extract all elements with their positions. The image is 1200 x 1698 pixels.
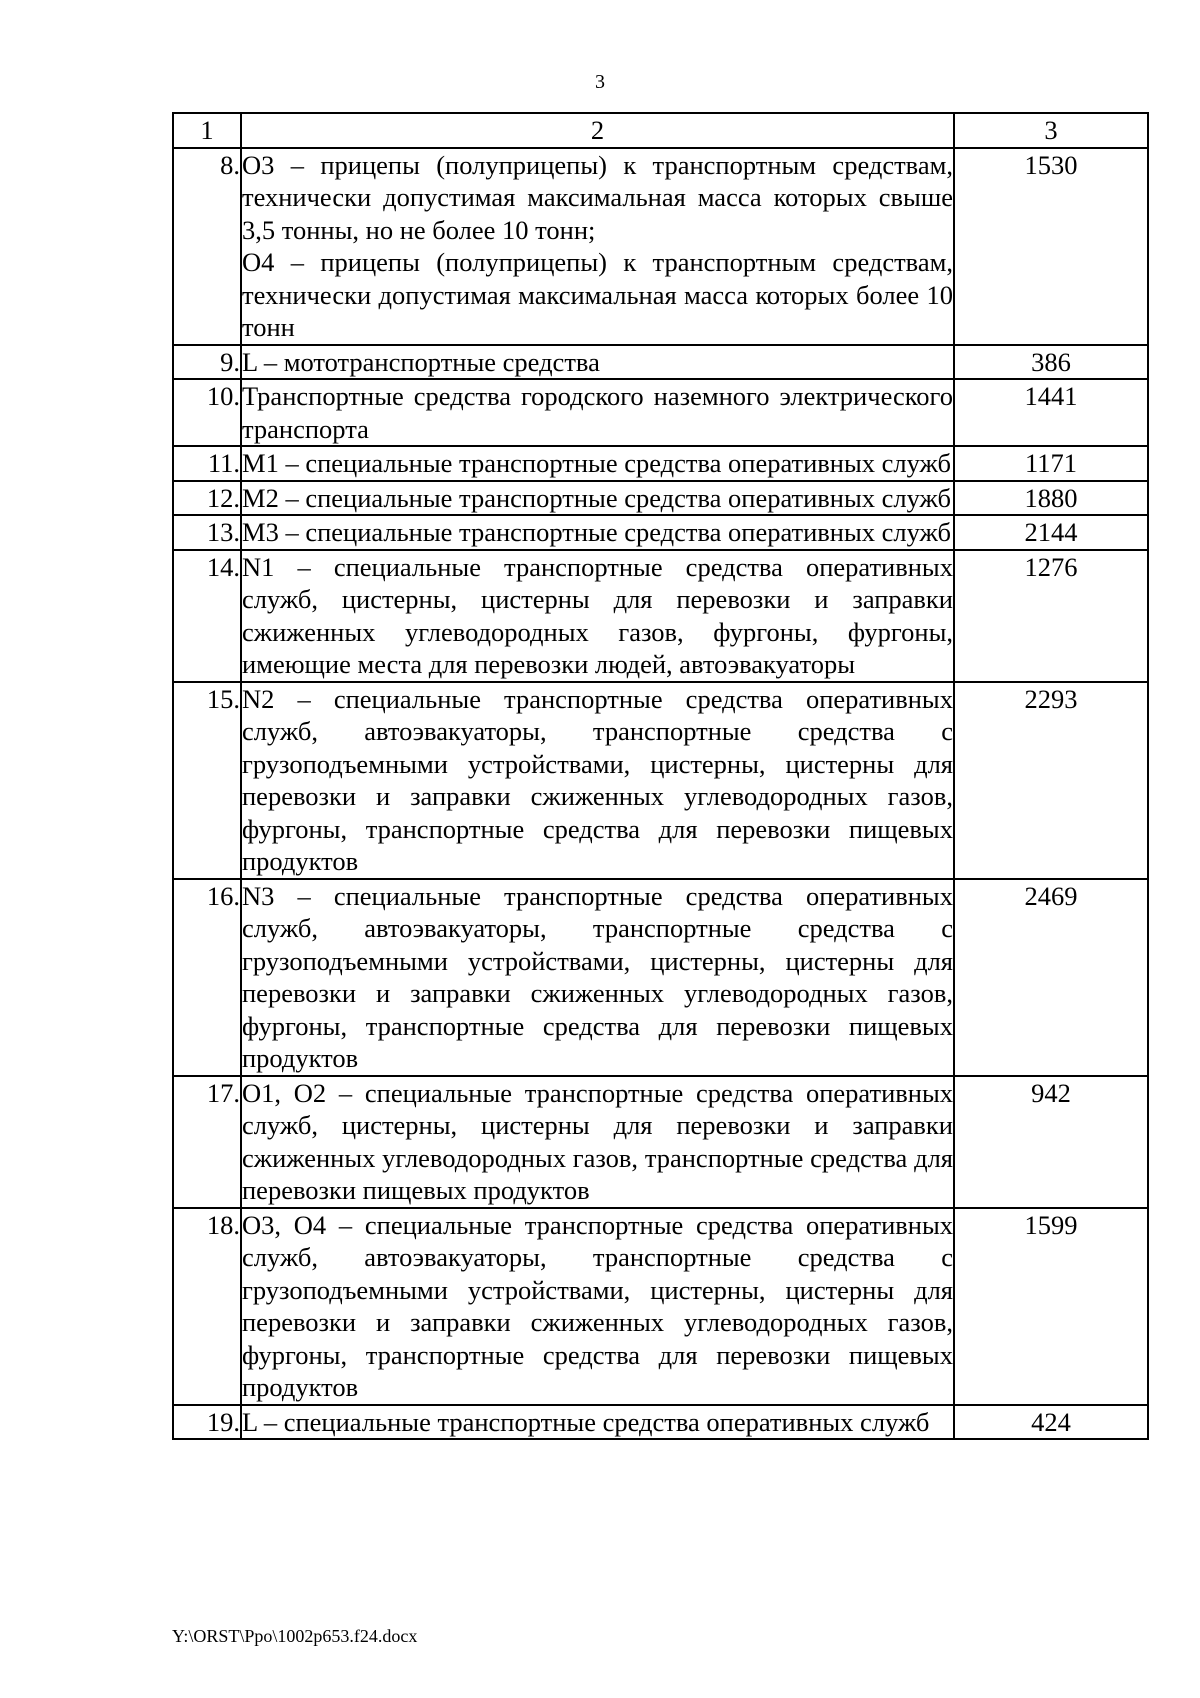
row-description [241, 515, 954, 550]
description-paragraph: O1, O2 – специальные транспортные средства оперативных служб, цистерны, цистерны для перевозки и заправки сжиженных углеводородных газов, транспортные средства для перевозки пищевых продуктов [242, 1077, 953, 1205]
row-number: 15. [173, 682, 241, 879]
table-row [173, 879, 1148, 1076]
table-row [173, 682, 1148, 879]
table-header-row [173, 113, 1148, 148]
row-value: 1276 [954, 550, 1148, 682]
row-value: 2293 [954, 682, 1148, 879]
row-value: 386 [954, 345, 1148, 380]
table-row [173, 1076, 1148, 1208]
row-description [241, 1208, 954, 1405]
row-number: 16. [173, 879, 241, 1076]
row-number: 12. [173, 481, 241, 516]
description-paragraph: N1 – специальные транспортные средства оперативных служб, цистерны, цистерны для перевозки и заправки сжиженных углеводородных газов, фургоны, фургоны, имеющие места для перевозки людей, автоэвакуаторы [242, 551, 953, 679]
table-row [173, 1208, 1148, 1405]
description-paragraph: M1 – специальные транспортные средства оперативных служб [242, 448, 951, 478]
description-paragraph: Транспортные средства городского наземного электрического транспорта [242, 381, 953, 444]
table-row [173, 515, 1148, 550]
column-header-value: 3 [954, 113, 1148, 148]
description-paragraph: O4 – прицепы (полуприцепы) к транспортным средствам, технически допустимая максимальная масса которых более 10 тонн [242, 247, 953, 342]
row-value: 2144 [954, 515, 1148, 550]
row-value: 2469 [954, 879, 1148, 1076]
row-value: 1880 [954, 481, 1148, 516]
tariff-table [172, 112, 1149, 1440]
page-number: 3 [595, 71, 605, 93]
row-description [241, 481, 954, 516]
row-description [241, 345, 954, 380]
table-row [173, 481, 1148, 516]
table-body [173, 148, 1148, 1440]
column-header-description: 2 [241, 113, 954, 148]
row-number: 18. [173, 1208, 241, 1405]
row-description [241, 879, 954, 1076]
row-value: 1171 [954, 446, 1148, 481]
description-paragraph: L – специальные транспортные средства оперативных служб [242, 1406, 930, 1437]
table-row [173, 550, 1148, 682]
column-header-number: 1 [173, 113, 241, 148]
description-paragraph: M2 – специальные транспортные средства оперативных служб [242, 482, 951, 513]
table-row [173, 345, 1148, 380]
table-row [173, 148, 1148, 345]
table-row [173, 446, 1148, 481]
row-value: 1530 [954, 148, 1148, 345]
description-paragraph: N2 – специальные транспортные средства оперативных служб, автоэвакуаторы, транспортные средства с грузоподъемными устройствами, цистерны, цистерны для перевозки и заправки сжиженных углеводородных газов, фургоны, транспортные средства для перевозки пищевых продуктов [242, 683, 953, 876]
row-number: 11. [173, 446, 241, 481]
row-number: 13. [173, 515, 241, 550]
description-paragraph: L – мототранспортные средства [242, 346, 600, 377]
description-paragraph: O3, O4 – специальные транспортные средства оперативных служб, автоэвакуаторы, транспортные средства с грузоподъемными устройствами, цистерны, цистерны для перевозки и заправки сжиженных углеводородных газов, фургоны, транспортные средства для перевозки пищевых продуктов [242, 1209, 953, 1402]
description-paragraph: O3 – прицепы (полуприцепы) к транспортным средствам, технически допустимая максимальная масса которых свыше 3,5 тонны, но не более 10 тонн; [242, 149, 953, 245]
description-paragraph: M3 – специальные транспортные средства оперативных служб [242, 517, 951, 547]
row-value: 1599 [954, 1208, 1148, 1405]
file-path-footer: Y:\ORST\Ppo\1002p653.f24.docx [172, 1626, 418, 1646]
row-number: 19. [173, 1405, 241, 1440]
row-value: 1441 [954, 379, 1148, 446]
row-description [241, 446, 954, 481]
row-description [241, 550, 954, 682]
row-number: 14. [173, 550, 241, 682]
row-number: 8. [173, 148, 241, 345]
row-number: 10. [173, 379, 241, 446]
row-description [241, 379, 954, 446]
row-number: 9. [173, 345, 241, 380]
row-description [241, 1076, 954, 1208]
row-description [241, 682, 954, 879]
table-row [173, 1405, 1148, 1440]
table-row [173, 379, 1148, 446]
row-number: 17. [173, 1076, 241, 1208]
row-value: 424 [954, 1405, 1148, 1440]
description-paragraph: N3 – специальные транспортные средства оперативных служб, автоэвакуаторы, транспортные средства с грузоподъемными устройствами, цистерны, цистерны для перевозки и заправки сжиженных углеводородных газов, фургоны, транспортные средства для перевозки пищевых продуктов [242, 880, 953, 1073]
row-description [241, 148, 954, 345]
row-value: 942 [954, 1076, 1148, 1208]
row-description [241, 1405, 954, 1440]
